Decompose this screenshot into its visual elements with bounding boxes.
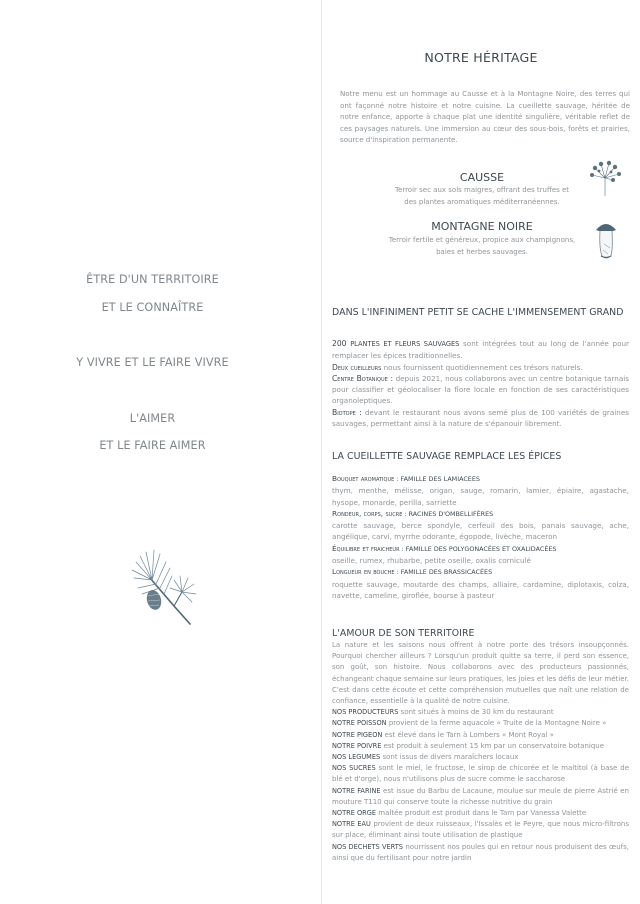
plant-group-list: thym, menthe, mélisse, origan, sauge, romarin, lamier, épiaire, agastache, hysope, monarde, perilla, sarriette bbox=[332, 486, 629, 507]
section-cueillette-body bbox=[332, 473, 629, 601]
plant-group-name: Rondeur, corps, sucre bbox=[332, 508, 403, 518]
right-page bbox=[322, 0, 640, 904]
amour-item-text: provient de deux ruisseaux, l'Issalès et le Peyre, que nous micro-filtrons sur place, éliminant ainsi toute utilisation de plastique bbox=[332, 820, 629, 840]
plant-group-family: : FAMILLE DES POLYGONACÉES ET OXALIDACÉES bbox=[399, 544, 557, 553]
plant-group-heading bbox=[332, 508, 629, 520]
terroir-montagne-title: MONTAGNE NOIRE bbox=[431, 220, 533, 233]
plant-group-family: : FAMILLE DES LAMIACEES bbox=[394, 475, 480, 483]
section-title-cueillette: LA CUEILLETTE SAUVAGE REMPLACE LES ÉPICES bbox=[332, 451, 562, 462]
amour-item-text: sont situés à moins de 30 km du restaurant bbox=[398, 708, 554, 717]
plant-group-name: Bouquet aromatique bbox=[332, 474, 395, 483]
plant-group-heading bbox=[332, 543, 629, 555]
amour-item-label: NOTRE POISSON bbox=[332, 719, 387, 728]
page-title: NOTRE HÉRITAGE bbox=[424, 50, 538, 65]
terroir-montagne-desc-line-1: Terroir fertile et généreux, propice aux champignons, bbox=[388, 236, 576, 244]
infiniment-item-text: devant le restaurant nous avons semé plus de 100 variétés de graines sauvages, permettant ainsi à la nature de s'épanouir librement. bbox=[332, 407, 629, 429]
amour-item bbox=[332, 752, 629, 763]
infiniment-item-text: depuis 2021, nous collaborons avec un centre botanique tarnais pour classifier et géolocaliser la flore locale en fonction de ses caractéristiques organoleptiques. bbox=[332, 373, 629, 406]
terroir-causse-desc-line-2: des plantes aromatiques méditerranéennes. bbox=[404, 198, 560, 206]
amour-item-label: NOS LEGUMES bbox=[332, 753, 381, 762]
pine-branch-icon bbox=[130, 548, 202, 628]
heritage-intro: Notre menu est un hommage au Causse et à la Montagne Noire, des terres qui ont façonné notre histoire et notre cuisine. La cueillette sauvage, héritée de notre enfance, apporte à chaque plat une identité singulière, véritable reflet de ces paysages naturels. Une immersion au cœur des sous-bois, forêts et prairies, source d'inspiration permanente. bbox=[340, 89, 630, 144]
infiniment-item-label: Biotope : bbox=[332, 407, 362, 417]
amour-intro: La nature et les saisons nous offrent à notre porte des trésors insoupçonnés. Pourquoi chercher ailleurs ? Lorsqu'un produit quitte sa terre, il perd son essence, son goût, son histoire. Nous collaborons avec des producteurs passionnés, échangeant chaque semaine sur leurs pratiques, les joies et les défis de leur métier. C'est dans cette écoute et cette compréhension mutuelles que naît une relation de confiance, essentielle à la qualité de notre cuisine. bbox=[332, 641, 629, 706]
plant-group-name: Longueur en bouche bbox=[332, 567, 395, 577]
amour-item bbox=[332, 819, 629, 841]
infiniment-item bbox=[332, 362, 629, 373]
amour-item-label: NOS PRODUCTEURS bbox=[332, 708, 399, 717]
motto-line-1: ÊTRE D'UN TERRITOIRE bbox=[86, 273, 219, 286]
amour-item bbox=[332, 730, 629, 741]
terroir-montagne-desc bbox=[317, 234, 640, 258]
motto-line-3: Y VIVRE ET LE FAIRE VIVRE bbox=[76, 356, 229, 369]
section-amour-body bbox=[332, 640, 629, 864]
amour-item-text: maltée produit est produit dans le Tarn par Vanessa Valette bbox=[376, 809, 587, 818]
plant-group-heading bbox=[332, 566, 629, 578]
infiniment-item-label: Centre Botanique : bbox=[332, 373, 394, 383]
amour-item-label: NOTRE PIGEON bbox=[332, 730, 383, 739]
amour-item bbox=[332, 808, 629, 819]
section-infiniment-body bbox=[332, 338, 629, 429]
amour-item-text: sont issus de divers maraîchers locaux bbox=[380, 753, 519, 762]
plant-group-heading bbox=[332, 473, 629, 485]
section-title-amour: L'AMOUR DE SON TERRITOIRE bbox=[332, 628, 475, 639]
plant-group-list: roquette sauvage, moutarde des champs, alliaire, cardamine, diplotaxis, colza, navette, cameline, giroflée, bourse à pasteur bbox=[332, 579, 629, 600]
amour-item-text: nourrissent nos poules qui en retour nous produisent des œufs, ainsi que du fertilisant pour notre jardin bbox=[332, 842, 629, 862]
motto-line-4: L'AIMER bbox=[129, 412, 176, 425]
amour-item-text: est élevé dans le Tarn à Lombers « Mont Royal » bbox=[382, 730, 554, 739]
amour-item-label: NOS SUCRES bbox=[332, 764, 376, 773]
amour-item-label: NOTRE FARINE bbox=[332, 786, 381, 795]
terroir-causse-title: CAUSSE bbox=[459, 171, 505, 184]
amour-item-label: NOTRE EAU bbox=[332, 820, 371, 829]
amour-item-label: NOTRE POIVRE bbox=[332, 741, 382, 750]
plant-group-list: oseille, rumex, rhubarbe, petite oseille, oxalis corniculé bbox=[332, 556, 531, 566]
plants-count: 200 bbox=[332, 339, 347, 348]
amour-item-text: est produit à seulement 15 km par un conservatoire botanique bbox=[381, 741, 605, 750]
section-title-infiniment: DANS L'INFINIMENT PETIT SE CACHE L'IMMENSEMENT GRAND bbox=[332, 307, 624, 318]
terroir-causse-desc-line-1: Terroir sec aux sols maigres, offrant des truffes et bbox=[394, 186, 570, 194]
motto-line-5: ET LE FAIRE AIMER bbox=[99, 439, 206, 452]
amour-item-label: NOS DECHETS VERTS bbox=[332, 842, 403, 851]
amour-item bbox=[332, 763, 629, 785]
terroir-montagne-desc-line-2: baies et herbes sauvages. bbox=[436, 248, 528, 256]
plant-group-list: carotte sauvage, berce spondyle, cerfeuil des bois, panais sauvage, ache, angélique, carvi, myrrhe odorante, égopode, livèche, maceron bbox=[332, 521, 629, 542]
amour-item-text: provient de la ferme aquacole « Truite de la Montagne Noire » bbox=[386, 719, 607, 728]
infiniment-item bbox=[332, 373, 629, 407]
motto-line-2: ET LE CONNAÎTRE bbox=[101, 301, 204, 314]
amour-item-text: sont le miel, le fructose, le sirop de chicorée et le maltitol (à base de blé et d'orge), nous n'utilisons plus de sucre comme le saccharose bbox=[332, 764, 630, 784]
infiniment-item-text: nous fournissent quotidiennement ces trésors naturels. bbox=[381, 362, 583, 372]
amour-item bbox=[332, 707, 629, 718]
amour-item-label: NOTRE ORGE bbox=[332, 809, 377, 818]
infiniment-item bbox=[332, 338, 629, 362]
infiniment-item-label: Deux cueilleurs bbox=[332, 362, 382, 372]
amour-item bbox=[332, 842, 629, 864]
amour-item bbox=[332, 718, 629, 729]
amour-item bbox=[332, 786, 629, 808]
plant-group-family: : FAMILLE DES BRASSICACÉES bbox=[394, 568, 493, 577]
plant-group-family: : RACINES D'OMBELLIFÈRES bbox=[402, 509, 494, 518]
infiniment-item-label: PLANTES ET FLEURS SAUVAGES bbox=[350, 340, 460, 348]
plant-group-name: Équilibre et fraicheur bbox=[332, 543, 400, 553]
amour-item bbox=[332, 741, 629, 752]
infiniment-item-text: sont intégrées tout au long de l'année pour remplacer les épices traditionnelles. bbox=[332, 339, 630, 361]
amour-item-text: est issue du Barbu de Lacaune, moulue sur meule de pierre Astrié en mouture T110 qui conserve toute la richesse nutritive du grain bbox=[332, 786, 629, 806]
mushroom-icon bbox=[594, 220, 618, 260]
fennel-flower-icon bbox=[587, 158, 623, 196]
infiniment-item bbox=[332, 407, 629, 430]
